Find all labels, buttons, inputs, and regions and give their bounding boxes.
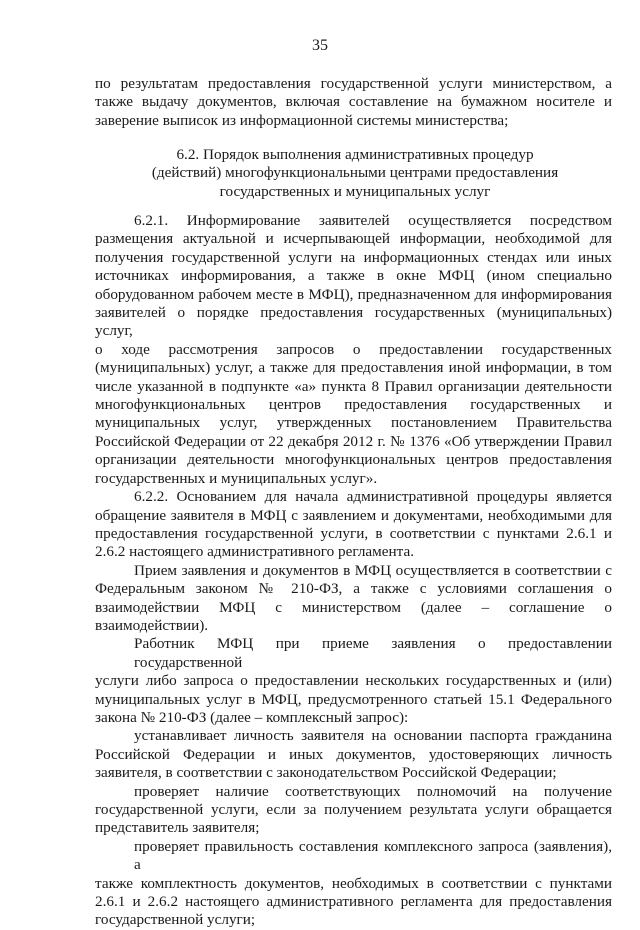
text-line: о ходе рассмотрения запросов о предоставлении государственных (95, 340, 612, 358)
text-line: обращение заявителя в МФЦ с заявлением и документами, необходимыми для (95, 506, 612, 524)
text-line: также выдачу документов, включая составление на бумажном носителе и (95, 93, 612, 111)
section-heading (120, 146, 590, 201)
heading-line: государственных и муниципальных услуг (219, 182, 491, 200)
text-line: взаимодействии). (95, 616, 209, 634)
paragraph-worker (95, 635, 612, 727)
text-line: 2.6.2 настоящего административного регламента. (95, 543, 415, 561)
text-line: организации деятельности многофункциональных центров предоставления (95, 451, 612, 469)
text-line: взаимодействии МФЦ с министерством (далее – соглашение о (95, 598, 612, 616)
text-line: Федеральным законом № 210-ФЗ, а также с условиями соглашения о (95, 580, 612, 598)
text-line: многофункциональных центров предоставления государственных и (95, 396, 612, 414)
text-line: оборудованном рабочем месте в МФЦ), предназначенном для информирования (95, 285, 612, 303)
intro-paragraph (95, 75, 612, 130)
heading-line: (действий) многофункциональными центрами предоставления (151, 164, 559, 182)
text-line: 6.2.1. Информирование заявителей осуществляется посредством (134, 212, 612, 229)
text-line: государственной услуги; (95, 911, 256, 929)
heading-line: 6.2. Порядок выполнения административных процедур (176, 146, 534, 163)
text-line: (муниципальных) услуг, а также для предоставления иной информации, в том (95, 359, 612, 377)
page-number: 35 (312, 37, 328, 54)
text-line: закона № 210-ФЗ (далее – комплексный запрос): (95, 708, 409, 726)
text-line: получения государственной услуги на информационных стендах или иных (95, 248, 612, 266)
text-line: Работник МФЦ при приеме заявления о предоставлении государственной (134, 635, 612, 671)
text-line: муниципальных услуг в МФЦ, предусмотренного статьей 15.1 Федерального (95, 690, 612, 708)
text-line: устанавливает личность заявителя на основании паспорта гражданина (134, 727, 612, 745)
text-line: проверяет правильность составления комплексного запроса (заявления), а (134, 837, 612, 874)
paragraph-check (95, 838, 612, 930)
paragraph (95, 75, 612, 130)
text-line: также комплектность документов, необходимых в соответствии с пунктами (95, 874, 612, 892)
text-line: заявителей о порядке предоставления государственных (муниципальных) услуг, (95, 304, 612, 340)
text-line: государственных и муниципальных услуг». (95, 469, 378, 487)
text-line: 6.2.2. Основанием для начала административной процедуры является (134, 488, 612, 506)
paragraph-identity (95, 727, 612, 782)
paragraph-6-2-2 (95, 488, 612, 562)
text-line: предоставления государственной услуги, в соответствии с пунктами 2.6.1 и (95, 524, 612, 542)
text-line: числе указанной в подпункте «а» пункта 8 Правил организации деятельности (95, 377, 612, 395)
text-line: заявителя, в соответствии с законодательством Российской Федерации; (95, 764, 557, 782)
text-line: Прием заявления и документов в МФЦ осуществляется в соответствии с (134, 561, 612, 579)
text-line: представитель заявителя; (95, 819, 260, 837)
text-line: проверяет наличие соответствующих полномочий на получение (134, 782, 612, 800)
text-line: Российской Федерации от 22 декабря 2012 г. № 1376 «Об утверждении Правил (95, 432, 612, 450)
text-line: услуги либо запроса о предоставлении нескольких государственных и (или) (95, 672, 612, 690)
text-line: государственной услуги, если за получением результата услуги обращается (95, 801, 612, 818)
text-line: Российской Федерации и иных документов, удостоверяющих личность (95, 745, 612, 763)
section-body (95, 212, 612, 930)
paragraph-authority (95, 783, 612, 838)
text-line: размещения актуальной и исчерпывающей информации, необходимой для (95, 230, 612, 248)
text-line: 2.6.1 и 2.6.2 настоящего административного регламента для предоставления (95, 893, 612, 911)
text-line: заверение выписок из информационной системы министерства; (95, 111, 509, 129)
paragraph-6-2-1 (95, 212, 612, 488)
text-line: источниках информирования, а также в окне МФЦ (ином специально (95, 267, 612, 285)
text-line: муниципальных услуг, утвержденных постановлением Правительства (95, 414, 612, 432)
paragraph-reception (95, 562, 612, 636)
text-line: по результатам предоставления государственной услуги министерством, а (95, 75, 612, 92)
